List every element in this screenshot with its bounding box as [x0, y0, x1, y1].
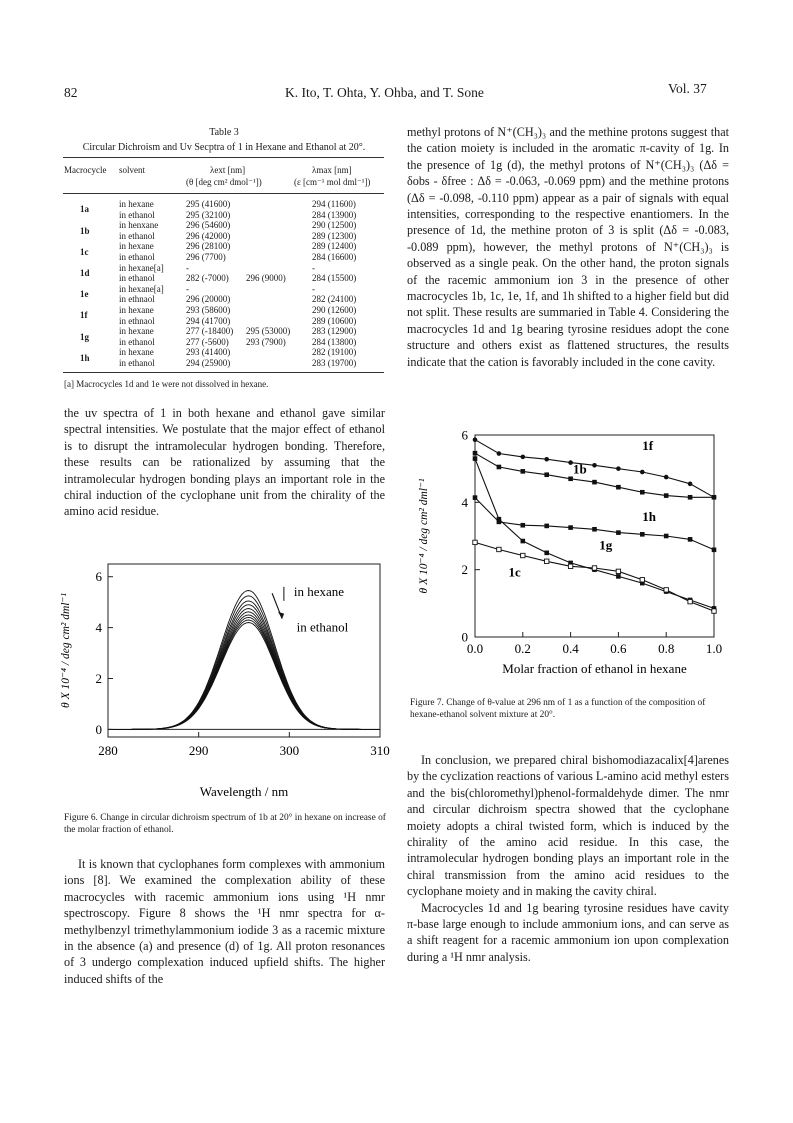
table-cell-solvent: in ethanol: [119, 252, 155, 262]
volume-label: Vol. 37: [668, 81, 707, 96]
figure-6-caption: Figure 6. Change in circular dichroism spectrum of 1b at 20° in hexane on increase of the molar fraction of ethanol.: [64, 813, 386, 836]
table-cell-solvent: in ethnaol: [119, 294, 155, 305]
figure-7-chart: [405, 423, 730, 685]
figure-7-point-1b: [497, 465, 502, 470]
figure-7-point-1f: [616, 466, 621, 471]
figure-7-x-tick-label: 0.0: [466, 641, 484, 656]
table-cell-solvent: in ethnaol: [119, 315, 155, 326]
table-cell-solvent: in hexane: [119, 199, 154, 209]
figure-7-point-1h: [473, 495, 478, 500]
figure-7-point-1h: [521, 523, 526, 528]
table-cell-ext1: 293 (58600): [186, 305, 231, 315]
figure-7-point-1b: [616, 485, 621, 490]
table-cell-max: 282 (19100): [312, 347, 357, 358]
figure-7-series-label-1h: 1h: [642, 508, 657, 524]
table-label: Table 3: [209, 127, 239, 138]
figure-7-point-1f: [592, 463, 597, 468]
figure-7-point-1f: [664, 475, 669, 480]
figure-7-point-1b: [473, 451, 478, 456]
figure-7-point-1h: [688, 537, 693, 542]
table-cell-ext1: 296 (54600): [186, 220, 231, 231]
figure-7-point-1g: [544, 551, 549, 556]
table-cell-ext1: -: [186, 262, 189, 273]
table-cell-ext2: 295 (53000): [246, 326, 291, 337]
figure-7-x-tick-label: 0.2: [514, 641, 531, 656]
table-cell-max: 282 (24100): [312, 294, 357, 305]
table-cell-max: 284 (13900): [312, 209, 357, 220]
figure-7-point-1c: [664, 588, 668, 592]
figure-6-x-tick-label: 290: [188, 743, 209, 758]
figure-7-point-1c: [616, 569, 620, 573]
right-paragraph-2-text: In conclusion, we prepared chiral bishomodiazacalix[4]arenes by the cyclization reactions of various L-amino acid methyl esters and the bis(chloromethyl)phenol-formaldehyde dimer. The nmr and circular dichroism spectra showed that the cyclophane moiety adopts a chiral twisted form, which is induced by the chirality of the amino acid residue. In this case, the intramolecular hydrogen bonding plays an important role in the chiral transmission from the amino acid residues to the cyclophane moiety and in making the cavity chiral.: [407, 753, 729, 899]
table-footnote: [a] Macrocycles 1d and 1e were not dissolved in hexane.: [64, 379, 269, 389]
page-number: 82: [64, 85, 78, 100]
left-paragraph-1-text: the uv spectra of 1 in both hexane and ethanol gave similar spectral intensities. We postulate that the major effect of ethanol is to disrupt the intramolecular hydrogen bonding. Therefore, these results can be rationalized by assuming that the intramolecular hydrogen bonding plays an important role in the chiral induction of the cyclophane unit from the chirality of the amino acid residue.: [64, 406, 385, 519]
figure-7-y-tick-label: 4: [461, 494, 468, 510]
table-cell-macro: 1e: [80, 289, 89, 300]
table-cell-macro: 1g: [80, 331, 89, 342]
figure-7-series-label-1f: 1f: [642, 438, 654, 454]
table-cell-ext1: -: [186, 283, 189, 294]
running-authors: K. Ito, T. Ohta, Y. Ohba, and T. Sone: [285, 85, 484, 100]
table-cell-ext1: 294 (41700): [186, 315, 231, 326]
left-paragraph-1: [64, 405, 385, 520]
table-cell-solvent: in hexane: [119, 305, 154, 315]
right-paragraph-1: [407, 124, 729, 370]
figure-7-xlabel: Molar fraction of ethanol in hexane: [502, 661, 687, 676]
table-cell-solvent: in hexane: [119, 347, 154, 358]
figure-7-point-1g: [521, 539, 526, 544]
figure-7-point-1h: [616, 530, 621, 535]
figure-7-point-1c: [497, 547, 501, 551]
table-cell-ext1: 277 (-18400): [186, 326, 234, 337]
figure-7-point-1b: [568, 476, 573, 481]
table-cell-solvent: in ethanol: [119, 209, 155, 220]
figure-7-point-1f: [521, 455, 526, 460]
table-cell-macro: 1a: [80, 204, 89, 215]
figure-7-point-1g: [473, 456, 478, 461]
col-header-lext-unit: (θ [deg cm² dmol⁻¹]): [186, 177, 262, 187]
table-cell-ext1: 296 (20000): [186, 294, 231, 305]
figure-7-point-1c: [688, 599, 692, 603]
figure-7-point-1c: [521, 553, 525, 557]
table-cell-max: 289 (12400): [312, 241, 357, 252]
figure-6-y-tick-label: 4: [95, 620, 102, 636]
table-cell-macro: 1b: [80, 225, 90, 236]
figure-6-y-tick-label: 0: [95, 721, 102, 737]
figure-7-point-1c: [568, 564, 572, 568]
col-header-lmax: λmax [nm]: [312, 165, 352, 175]
figure-7-point-1b: [664, 493, 669, 498]
figure-7-point-1h: [544, 524, 549, 529]
figure-7-point-1g: [497, 517, 502, 522]
table-cell-macro: 1c: [80, 246, 89, 257]
figure-7-point-1c: [640, 578, 644, 582]
figure-6-xlabel: Wavelength / nm: [199, 784, 289, 799]
table-top-rule: [63, 157, 384, 158]
table-header-rule: [63, 193, 384, 194]
left-paragraph-2: [64, 856, 385, 987]
right-paragraph-1-text: methyl protons of N⁺(CH₃)₃ and the methine protons suggest that the cation moiety is included in the aromatic π-cavity of 1g. In the presence of 1g (d), the methyl protons of N⁺(CH₃)₃ (Δδ = δobs - δfree : Δδ = -0.063, -0.069 ppm) and the methine protons (Δδ = -0.098, -0.110 ppm) appear as a pair of signals with equal intensities, corresponding to the respective enantiomers. In the presence of 1d, the methine proton of 3 is split (Δδ = -0.083, -0.089 ppm), however, the methyl protons of N⁺(CH₃)₃ is observed as a single peak. On the other hand, the proton signals of the racemic ammonium ion 3 in the presence of other macrocycles 1b, 1c, 1e, 1f, and 1h shifted to a higher field but did not split. These results are summaried in Table 4. Considering the macrocycles 1d and 1g bearing tyrosine residues adopt the cone structure and others exist as flattened structures, the results indicate that the cation is favorably included in the cone cavity.: [407, 125, 729, 369]
figure-7-point-1h: [640, 532, 645, 537]
table-cell-max: 290 (12600): [312, 305, 357, 315]
table-cell-max: 294 (11600): [312, 199, 356, 209]
figure-7-point-1c: [473, 540, 477, 544]
figure-7-point-1h: [712, 548, 717, 553]
right-paragraph-3-text: Macrocycles 1d and 1g bearing tyrosine residues have cavity π-base large enough to include ammonium ions, and can serve as a shift reagent for a racemic ammonium ion upon complexation during a ¹H nmr analysis.: [407, 900, 729, 964]
table-cell-solvent: in ethanol: [119, 358, 155, 368]
table-cell-ext1: 295 (41600): [186, 199, 231, 209]
col-header-lmax-unit: (ε [cm⁻¹ mol dml⁻¹]): [294, 177, 371, 187]
table-cell-max: 284 (16600): [312, 252, 357, 262]
figure-7-x-tick-label: 0.8: [658, 641, 675, 656]
figure-7-point-1b: [688, 495, 693, 500]
table-cell-max: -: [312, 262, 315, 273]
table-cell-macro: 1f: [80, 310, 88, 321]
figure-7-caption: Figure 7. Change of θ-value at 296 nm of 1 as a function of the composition of hexane-ethanol solvent mixture at 20°.: [410, 698, 706, 721]
figure-6-y-tick-label: 2: [95, 670, 102, 686]
figure-7-point-1b: [592, 480, 597, 485]
table-cell-ext2: 296 (9000): [246, 273, 286, 284]
figure-7-point-1f: [473, 437, 478, 442]
table-cell-ext1: 294 (25900): [186, 358, 231, 368]
table-cell-solvent: in hexane[a]: [119, 262, 164, 273]
table-cell-solvent: in hexane: [119, 326, 154, 337]
table-cell-solvent: in ethanol: [119, 273, 155, 284]
figure-7-series-label-1c: 1c: [508, 564, 521, 580]
figure-6-y-tick-label: 6: [95, 569, 102, 585]
table-cell-ext1: 277 (-5600): [186, 336, 229, 347]
table-cell-solvent: in ethanol: [119, 230, 155, 241]
figure-6-x-tick-label: 310: [370, 743, 390, 758]
figure-7-point-1b: [544, 472, 549, 477]
table-cell-max: 284 (15500): [312, 273, 357, 284]
table-cell-ext2: 293 (7900): [246, 336, 286, 347]
figure-7-point-1b: [640, 490, 645, 495]
figure-6-chart: [56, 556, 396, 804]
figure-7-x-tick-label: 1.0: [705, 641, 723, 656]
table-cell-macro: 1d: [80, 267, 90, 278]
table-cell-ext1: 296 (28100): [186, 241, 231, 252]
col-header-macrocycle: Macrocycle: [64, 165, 107, 175]
figure-6-x-tick-label: 280: [98, 743, 118, 758]
table-cell-macro: 1h: [80, 352, 90, 363]
figure-7-point-1g: [616, 574, 621, 579]
table-cell-ext1: 293 (41400): [186, 347, 231, 358]
table-cell-max: 289 (10600): [312, 315, 357, 326]
figure-7-point-1c: [712, 609, 716, 613]
figure-6-annotation-ethanol: in ethanol: [296, 619, 349, 635]
figure-7-point-1h: [568, 525, 573, 530]
figure-7-point-1f: [688, 482, 693, 487]
table-cell-solvent: in hexane: [119, 241, 154, 252]
figure-7-point-1b: [712, 495, 717, 500]
table-cell-max: 290 (12500): [312, 220, 357, 231]
figure-7-point-1c: [592, 566, 596, 570]
figure-7-point-1f: [497, 451, 502, 456]
table-cell-solvent: in ethanol: [119, 336, 155, 347]
table-cell-ext1: 296 (42000): [186, 230, 231, 241]
figure-7-point-1b: [521, 469, 526, 474]
col-header-solvent: solvent: [119, 165, 145, 175]
table-cell-ext1: 282 (-7000): [186, 273, 229, 284]
table-cell-solvent: in henxane: [119, 220, 159, 231]
table-cell-solvent: in hexane[a]: [119, 283, 164, 294]
figure-7-x-tick-label: 0.4: [562, 641, 579, 656]
figure-7-point-1f: [544, 457, 549, 462]
table-cell-ext1: 295 (32100): [186, 209, 231, 220]
table-bottom-rule: [63, 372, 384, 373]
left-paragraph-2-text: It is known that cyclophanes form complexes with ammonium ions [8]. We examined the complexation ability of these macrocycles with racemic ammonium ions using ¹H nmr spectroscopy. Figure 8 shows the ¹H nmr spectra for α-methylbenzyl trimethylammonium iodide 3 as a racemic mixture in the absence (a) and presence (d) of 1g. All proton resonances of 3 undergo complexation induced upfield shifts. The higher induced shifts of the: [64, 857, 385, 986]
table-cell-max: 284 (13800): [312, 336, 357, 347]
figure-7-point-1c: [545, 559, 549, 563]
figure-7-series-label-1g: 1g: [599, 537, 613, 553]
table-cell-max: 283 (19700): [312, 358, 357, 368]
figure-7-point-1h: [664, 534, 669, 539]
figure-7-ylabel: θ X 10⁻⁴ / deg cm² dml⁻¹: [418, 478, 430, 594]
figure-7-y-tick-label: 0: [461, 629, 468, 645]
figure-7-x-tick-label: 0.6: [610, 641, 627, 656]
figure-7-y-tick-label: 2: [461, 562, 468, 578]
table-cell-max: 289 (12300): [312, 230, 357, 241]
figure-6-x-tick-label: 300: [279, 743, 300, 758]
table-title: Circular Dichroism and Uv Seсptra of 1 in Hexane and Ethanol at 20°.: [82, 142, 366, 153]
table-cell-ext1: 296 (7700): [186, 252, 226, 262]
figure-7-series-label-1b: 1b: [572, 461, 587, 477]
figure-6-annotation-hexane: in hexane: [293, 583, 345, 599]
figure-7-point-1h: [592, 527, 597, 532]
figure-6-ylabel: θ X 10⁻⁴ / deg cm² dml⁻¹: [60, 593, 72, 708]
figure-7-y-tick-label: 6: [461, 427, 468, 443]
figure-7-point-1f: [640, 470, 645, 475]
col-header-lext: λext [nm]: [210, 165, 246, 175]
right-paragraph-2: [407, 752, 729, 965]
table-cell-max: 283 (12900): [312, 326, 357, 337]
table-cell-max: -: [312, 283, 315, 294]
